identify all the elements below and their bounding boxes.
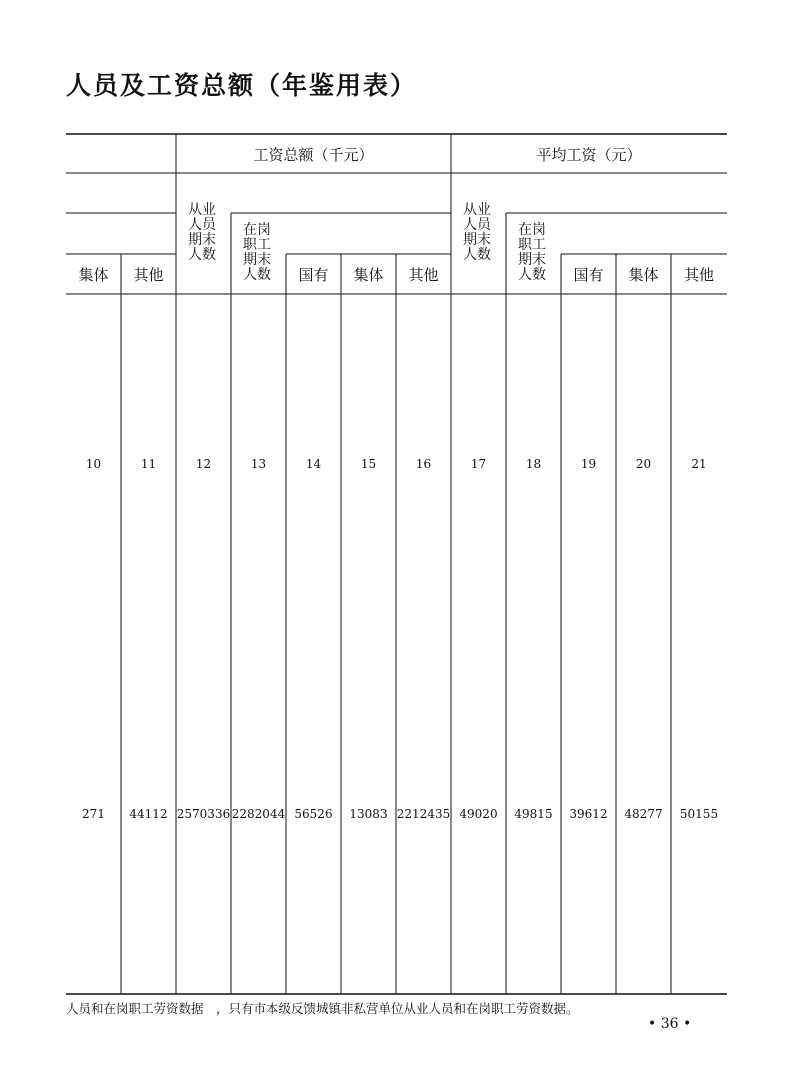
column-number: 14 (305, 457, 322, 471)
table-cell-other: 44112 (129, 807, 168, 821)
header-avg-employees-end: 从业 人员 期末 人数 (463, 202, 491, 263)
group-header-total-wages: 工资总额（千元） (253, 146, 374, 164)
table-cell-avg-state: 39612 (569, 807, 608, 821)
page-title: 人员及工资总额（年鉴用表） (66, 71, 418, 100)
table-cell-wage-onpost: 2282044 (231, 807, 286, 821)
column-number: 15 (360, 457, 377, 471)
column-number: 12 (195, 457, 212, 471)
table-cell-avg-collective: 48277 (624, 807, 663, 821)
column-number: 11 (140, 457, 157, 471)
header-wage-collective: 集体 (353, 266, 384, 284)
table-cell-wage-collective: 13083 (349, 807, 388, 821)
table-cell-wage-state: 56526 (294, 807, 333, 821)
column-number: 19 (580, 457, 597, 471)
column-number: 20 (635, 457, 652, 471)
table-cell-avg-employees: 49020 (459, 807, 498, 821)
header-avg-onpost-end: 在岗 职工 期末 人数 (518, 222, 546, 283)
table-cell-wage-other: 2212435 (396, 807, 451, 821)
header-wage-employees-end: 从业 人员 期末 人数 (188, 202, 216, 263)
column-number: 10 (85, 457, 102, 471)
footnote: 人员和在岗职工劳资数据 ，只有市本级反馈城镇非私营单位从业人员和在岗职工劳资数据。 (66, 1001, 579, 1016)
header-avg-state: 国有 (573, 266, 604, 284)
header-avg-collective: 集体 (628, 266, 659, 284)
table-cell-avg-onpost: 49815 (514, 807, 553, 821)
header-other: 其他 (133, 266, 164, 284)
column-number: 18 (525, 457, 542, 471)
header-wage-other: 其他 (408, 266, 439, 284)
table-cell-collective: 271 (82, 807, 105, 821)
header-wage-onpost-end: 在岗 职工 期末 人数 (243, 222, 271, 283)
group-header-avg-wage: 平均工资（元） (536, 146, 642, 164)
page-number: • 36 • (648, 1016, 692, 1032)
header-wage-state: 国有 (298, 266, 329, 284)
table-cell-avg-other: 50155 (679, 807, 719, 821)
column-number: 13 (250, 457, 267, 471)
header-collective: 集体 (78, 266, 109, 284)
column-number: 21 (691, 457, 707, 471)
header-avg-other: 其他 (683, 266, 714, 284)
table-cell-wage-employees: 2570336 (176, 807, 231, 821)
column-number: 17 (470, 457, 487, 471)
column-number: 16 (415, 457, 432, 471)
